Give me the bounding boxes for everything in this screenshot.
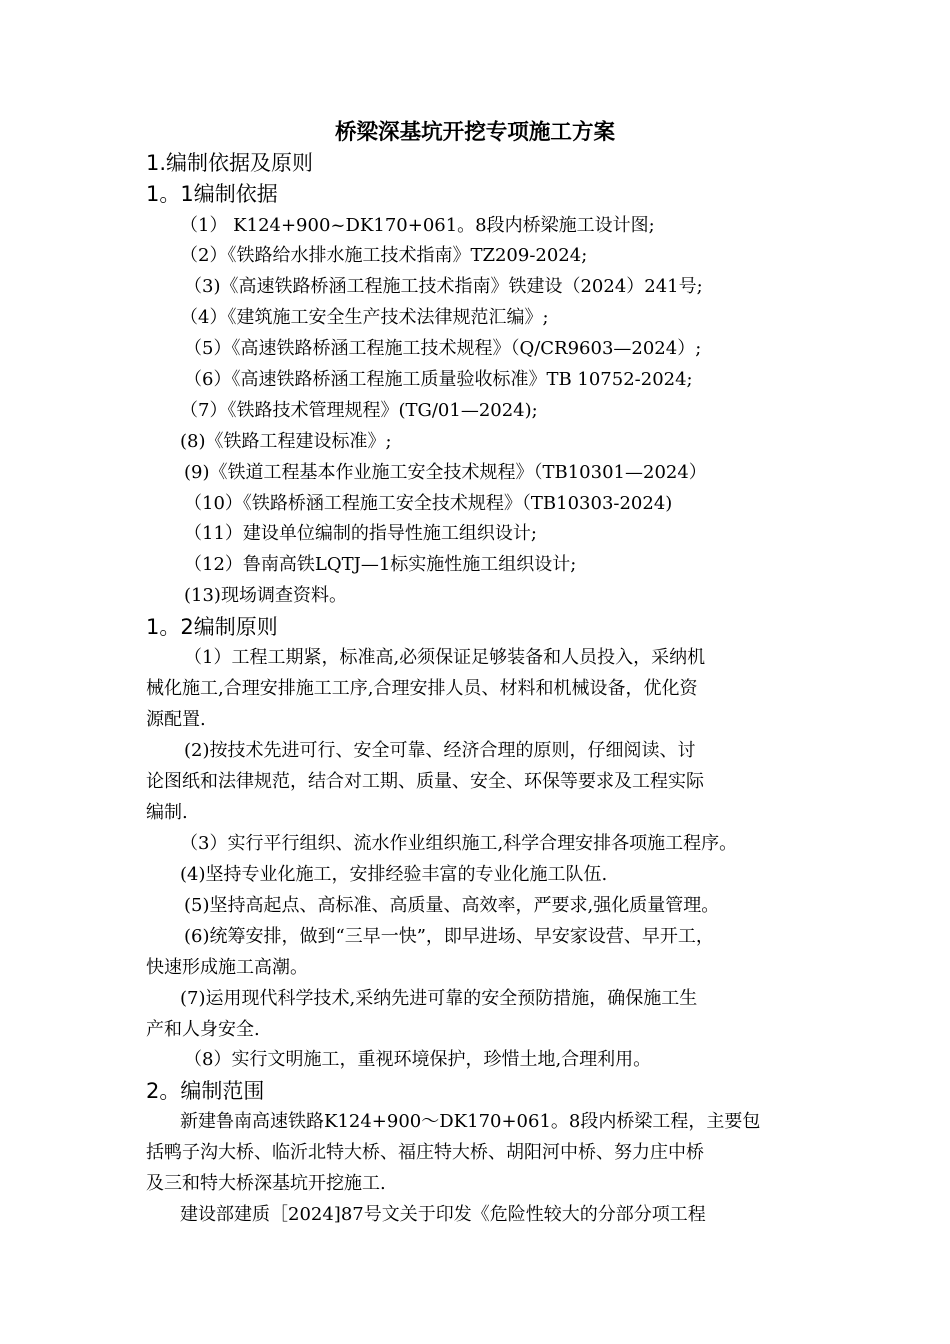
scope-line: 括鸭子沟大桥、临沂北特大桥、福庄特大桥、胡阳河中桥、努力庄中桥 (146, 1142, 704, 1163)
reference-item: （1） K124+900~DK170+061。8段内桥梁施工设计图; (180, 215, 655, 236)
reference-item: (8)《铁路工程建设标准》; (180, 431, 392, 452)
principle-line: （8）实行文明施工，重视环境保护，珍惜土地,合理利用。 (184, 1049, 652, 1070)
reference-item: （3)《高速铁路桥涵工程施工技术指南》铁建设（2024）241号; (184, 276, 703, 297)
reference-item: （12）鲁南高铁LQTJ—1标实施性施工组织设计; (184, 554, 577, 575)
principle-line: 论图纸和法律规范，结合对工期、质量、安全、环保等要求及工程实际 (146, 771, 704, 792)
scope-line: 新建鲁南高速铁路K124+900～DK170+061。8段内桥梁工程，主要包 (180, 1111, 761, 1132)
reference-item: (13)现场调查资料。 (184, 585, 347, 606)
reference-item: （7）《铁路技术管理规程》(TG/01—2024); (180, 400, 538, 421)
reference-item: （5）《高速铁路桥涵工程施工技术规程》（Q/CR9603—2024）; (184, 338, 702, 359)
principle-line: 产和人身安全. (146, 1019, 260, 1040)
section-heading-2: 2。编制范围 (146, 1079, 265, 1103)
scope-line: 及三和特大桥深基坑开挖施工. (146, 1173, 386, 1194)
reference-item: (9)《铁道工程基本作业施工安全技术规程》（TB10301—2024） (184, 462, 707, 483)
reference-item: （4）《建筑施工安全生产技术法律规范汇编》; (180, 307, 549, 328)
principle-line: (5)坚持高起点、高标准、高质量、高效率，严要求,强化质量管理。 (184, 895, 720, 916)
principle-line: (6)统筹安排，做到“三早一快”，即早进场、早安家设营、早开工， (184, 926, 714, 947)
principle-line: 快速形成施工高潮。 (146, 957, 308, 978)
principle-line: (7)运用现代科学技术,采纳先进可靠的安全预防措施，确保施工生 (180, 988, 698, 1009)
reference-item: （2）《铁路给水排水施工技术指南》TZ209-2024; (180, 245, 588, 266)
principle-line: （3）实行平行组织、流水作业组织施工,科学合理安排各项施工程序。 (180, 833, 738, 854)
principle-line: （1）工程工期紧，标准高,必须保证足够装备和人员投入，采纳机 (184, 647, 706, 668)
principle-line: (2)按技术先进可行、安全可靠、经济合理的原则，仔细阅读、讨 (184, 740, 696, 761)
principle-line: (4)坚持专业化施工，安排经验丰富的专业化施工队伍. (180, 864, 608, 885)
document-title: 桥梁深基坑开挖专项施工方案 (334, 120, 616, 145)
section-heading-1-2: 1。2编制原则 (146, 615, 278, 639)
principle-line: 械化施工,合理安排施工工序,合理安排人员、材料和机械设备，优化资 (146, 678, 698, 699)
principle-line: 源配置. (146, 709, 206, 730)
reference-item: （11）建设单位编制的指导性施工组织设计; (184, 523, 537, 544)
scope-line: 建设部建质［2024]87号文关于印发《危险性较大的分部分项工程 (180, 1204, 706, 1225)
section-heading-1-1: 1。1编制依据 (146, 182, 278, 206)
reference-item: （10）《铁路桥涵工程施工安全技术规程》（TB10303-2024) (184, 493, 673, 514)
reference-item: （6）《高速铁路桥涵工程施工质量验收标准》TB 10752-2024; (184, 369, 693, 390)
section-heading-1: 1.编制依据及原则 (146, 151, 314, 175)
principle-line: 编制. (146, 802, 188, 823)
